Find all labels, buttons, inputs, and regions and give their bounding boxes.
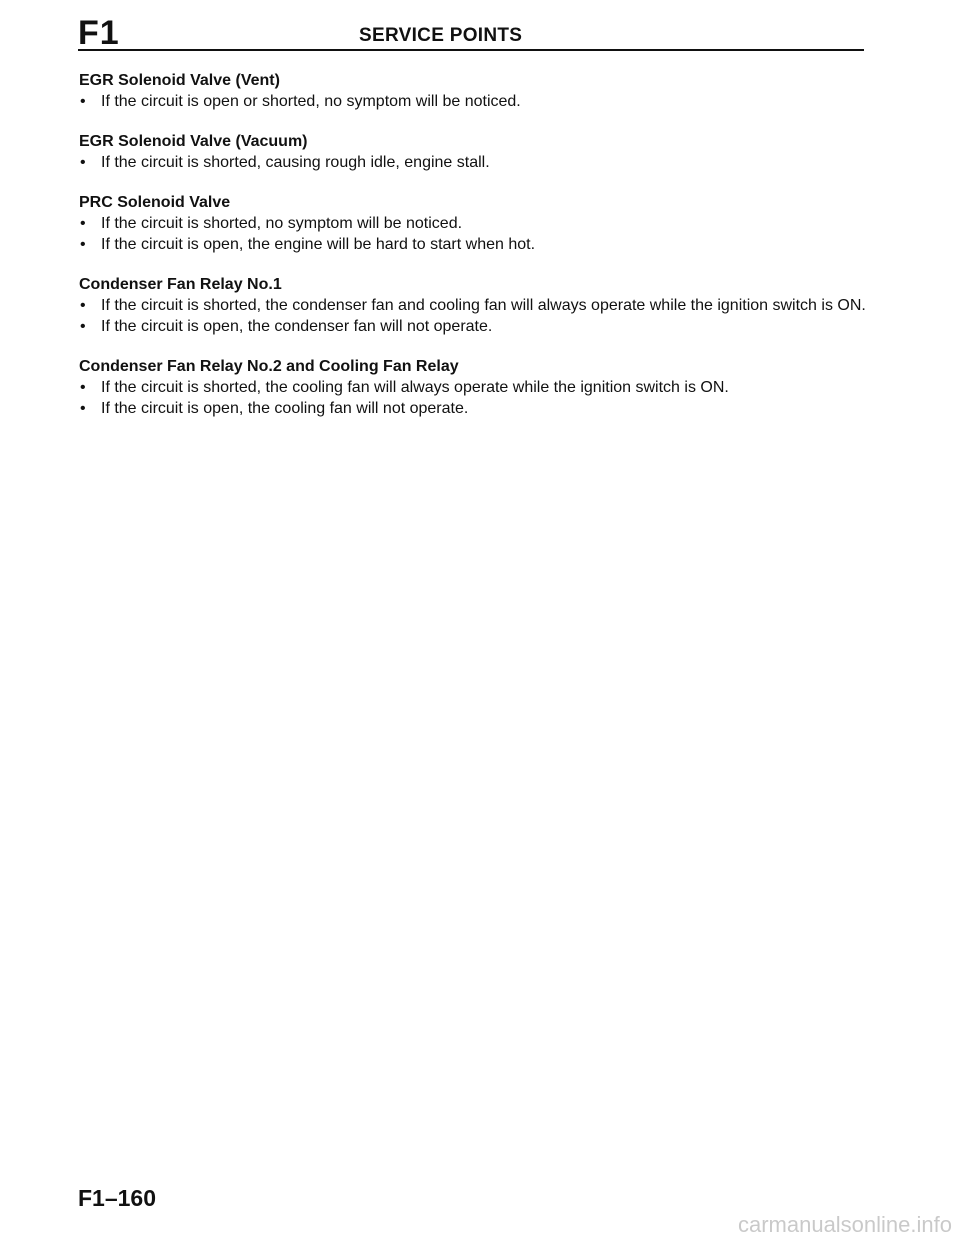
list-item-text: If the circuit is open, the engine will be hard to start when hot. (101, 236, 536, 253)
section-prc-solenoid (79, 192, 869, 255)
page-header (78, 14, 864, 54)
section-heading: Condenser Fan Relay No.1 (79, 276, 282, 293)
section-heading: PRC Solenoid Valve (79, 194, 231, 211)
bullet-icon: • (80, 297, 86, 314)
bullet-list (79, 91, 869, 112)
bullet-icon: • (80, 400, 86, 417)
service-points-content (79, 70, 869, 438)
section-heading: EGR Solenoid Valve (Vacuum) (79, 133, 308, 150)
section-heading: Condenser Fan Relay No.2 and Cooling Fan Relay (79, 358, 459, 375)
list-item (79, 91, 869, 112)
section-code: F1 (78, 14, 120, 52)
list-item (79, 295, 869, 316)
bullet-list (79, 213, 869, 255)
list-item-text: If the circuit is open or shorted, no symptom will be noticed. (101, 93, 521, 110)
section-condenser-fan-relay-2-cooling-fan-relay (79, 356, 869, 419)
list-item-text: If the circuit is shorted, the condenser fan and cooling fan will always operate while the ignition switch is ON. (101, 297, 866, 314)
page-title: SERVICE POINTS (359, 25, 523, 46)
bullet-icon: • (80, 215, 86, 232)
section-condenser-fan-relay-1 (79, 274, 869, 337)
list-item (79, 377, 869, 398)
bullet-icon: • (80, 236, 86, 253)
section-heading: EGR Solenoid Valve (Vent) (79, 72, 280, 89)
list-item-text: If the circuit is open, the cooling fan will not operate. (101, 400, 469, 417)
list-item (79, 152, 869, 173)
list-item (79, 234, 869, 255)
list-item-text: If the circuit is shorted, the cooling fan will always operate while the ignition switch is ON. (101, 379, 729, 396)
list-item-text: If the circuit is open, the condenser fan will not operate. (101, 318, 493, 335)
section-egr-vacuum (79, 131, 869, 173)
page-number: F1–160 (78, 1185, 157, 1211)
bullet-icon: • (80, 154, 86, 171)
watermark-text: carmanualsonline.info (737, 1212, 952, 1237)
section-egr-vent (79, 70, 869, 112)
bullet-list (79, 377, 869, 419)
header-divider (78, 49, 864, 51)
bullet-list (79, 295, 869, 337)
list-item-text: If the circuit is shorted, no symptom will be noticed. (101, 215, 463, 232)
list-item-text: If the circuit is shorted, causing rough idle, engine stall. (101, 154, 490, 171)
list-item (79, 398, 869, 419)
bullet-icon: • (80, 318, 86, 335)
bullet-icon: • (80, 379, 86, 396)
bullet-icon: • (80, 93, 86, 110)
list-item (79, 213, 869, 234)
bullet-list (79, 152, 869, 173)
list-item (79, 316, 869, 337)
